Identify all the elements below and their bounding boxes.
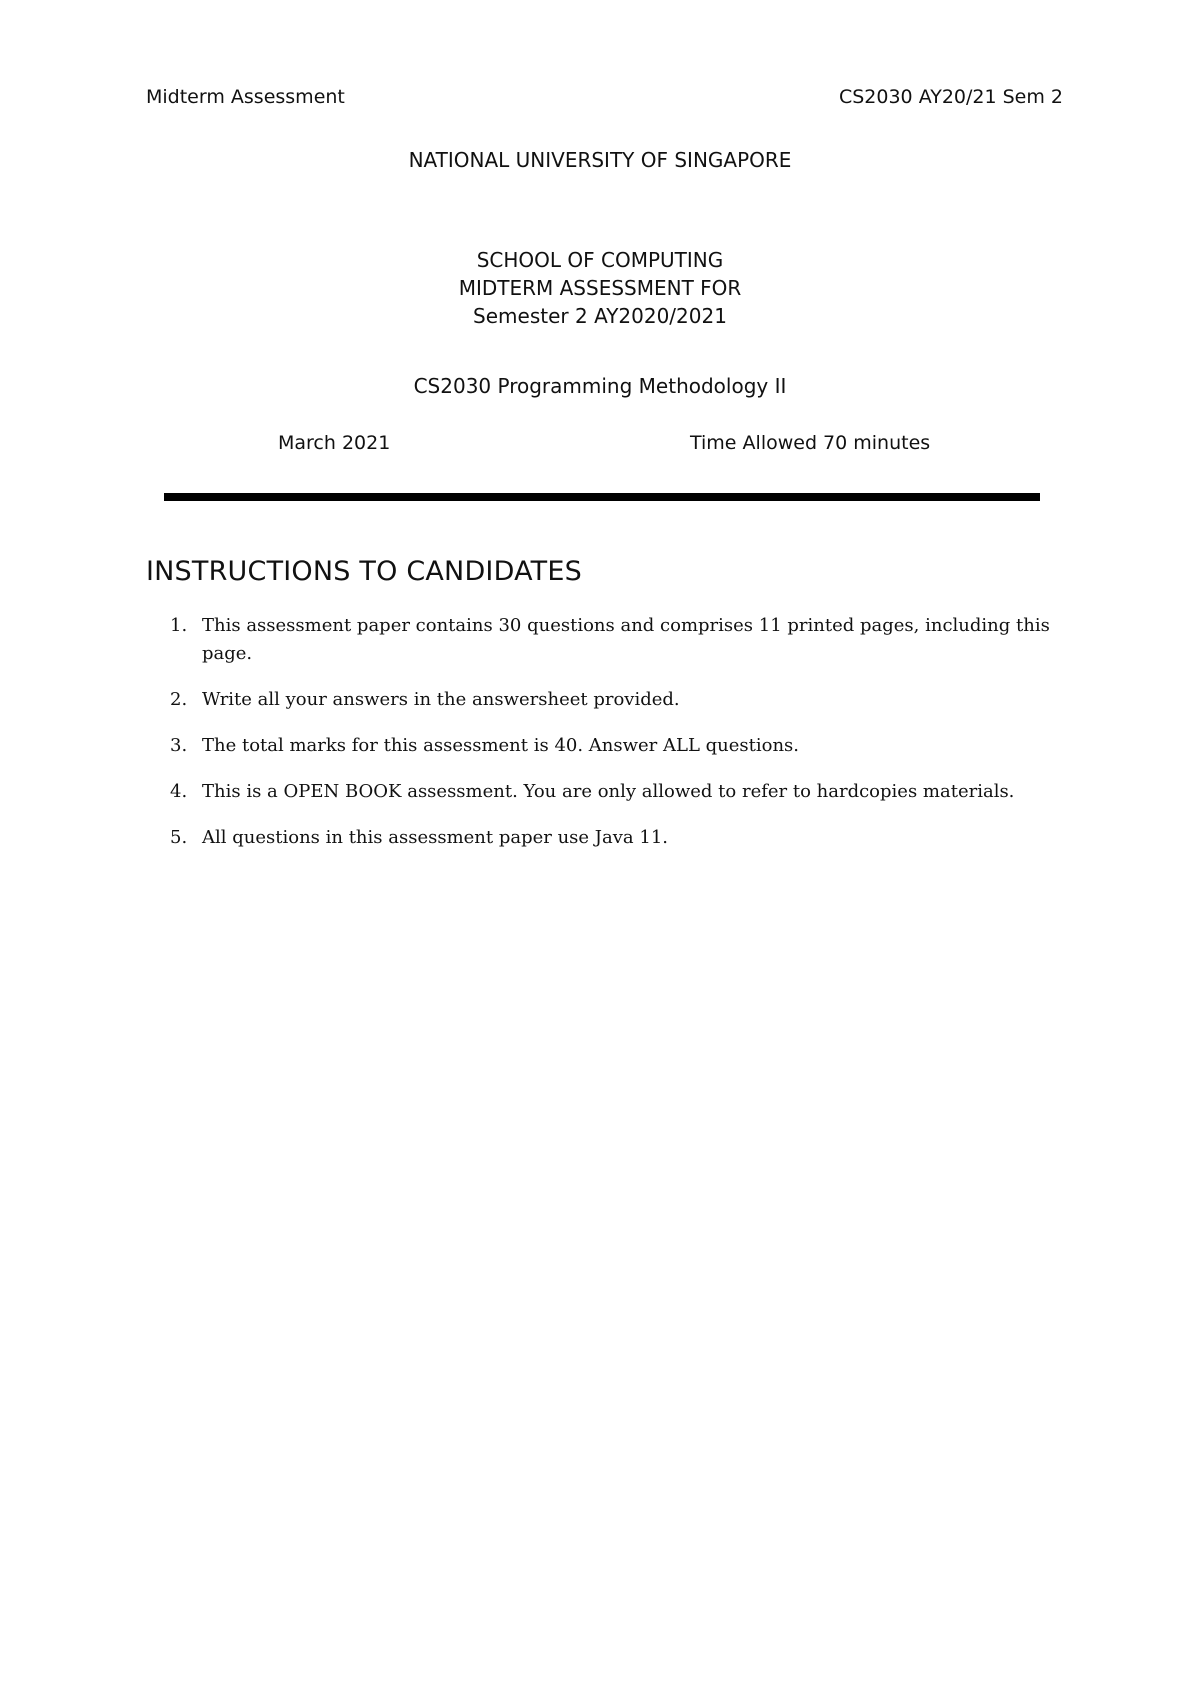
course-title: CS2030 Programming Methodology II bbox=[413, 374, 787, 398]
university-name: NATIONAL UNIVERSITY OF SINGAPORE bbox=[408, 148, 792, 172]
horizontal-rule bbox=[164, 493, 1040, 501]
semester-label: Semester 2 AY2020/2021 bbox=[473, 304, 727, 328]
instructions-list bbox=[146, 612, 1066, 870]
instruction-item bbox=[146, 778, 1066, 806]
instruction-text: This assessment paper contains 30 questions and comprises 11 printed pages, including this page. bbox=[202, 615, 1050, 664]
instruction-text: Write all your answers in the answersheet provided. bbox=[202, 689, 680, 710]
exam-date: March 2021 bbox=[278, 432, 391, 454]
instruction-item bbox=[146, 612, 1066, 668]
running-header-left: Midterm Assessment bbox=[146, 86, 345, 108]
school-name: SCHOOL OF COMPUTING bbox=[476, 248, 724, 272]
instructions-heading: INSTRUCTIONS TO CANDIDATES bbox=[146, 556, 582, 587]
instruction-number: 5. bbox=[170, 827, 188, 848]
instruction-number: 1. bbox=[170, 615, 188, 636]
instruction-text: This is a OPEN BOOK assessment. You are only allowed to refer to hardcopies materials. bbox=[202, 781, 1015, 802]
instruction-item bbox=[146, 824, 1066, 852]
time-allowed: Time Allowed 70 minutes bbox=[690, 432, 931, 454]
instruction-item bbox=[146, 732, 1066, 760]
instruction-number: 3. bbox=[170, 735, 188, 756]
instruction-number: 4. bbox=[170, 781, 188, 802]
instruction-text: All questions in this assessment paper use Java 11. bbox=[202, 827, 668, 848]
running-header-right: CS2030 AY20/21 Sem 2 bbox=[838, 86, 1063, 108]
instruction-text: The total marks for this assessment is 40. Answer ALL questions. bbox=[202, 735, 800, 756]
assessment-title: MIDTERM ASSESSMENT FOR bbox=[458, 276, 742, 300]
instruction-number: 2. bbox=[170, 689, 188, 710]
instruction-item bbox=[146, 686, 1066, 714]
